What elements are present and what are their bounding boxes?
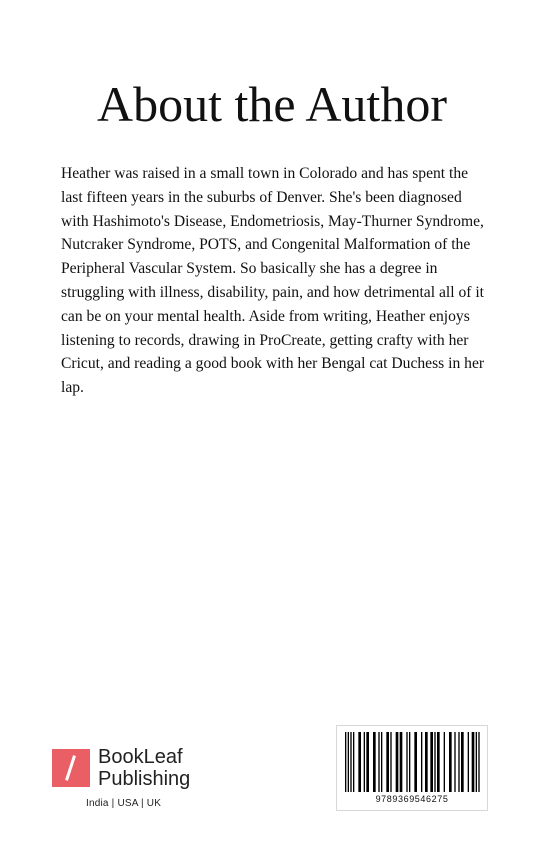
barcode-bar [348,732,349,792]
barcode-bar [421,732,422,792]
publisher-name [98,746,190,790]
isbn-number: 9789369546275 [375,794,449,804]
isbn-barcode [336,725,488,811]
barcode-bar [437,732,440,792]
barcode-bar [476,732,477,792]
barcode-bar [366,732,369,792]
barcode-bar [458,732,459,792]
publisher-logo-row [52,746,232,790]
barcode-bar [449,732,452,792]
barcode-bar [454,732,455,792]
logo-slash-mark [65,755,76,781]
barcode-bar [400,732,403,792]
barcode-bar [425,732,428,792]
barcode-bar [444,732,445,792]
barcode-bar [350,732,351,792]
author-bio: Heather was raised in a small town in Colorado and has spent the last fifteen years in the suburbs of Denver. She's been diagnosed with Hashimoto's Disease, Endometriosis, May-Thurner Syndrome, Nutcraker Syndrome, POTS, and Congenital Malformation of the Peripheral Vascular System. So basically she has a degree in struggling with illness, disability, pain, and how detrimental all of it can be on your mental health. Aside from writing, Heather enjoys listening to records, drawing in ProCreate, getting crafty with her Cricut, and reading a good book with her Bengal cat Duchess in her lap. [61,165,485,397]
slash-icon [52,749,90,787]
barcode-bar [345,732,346,792]
barcode-bar [472,732,475,792]
barcode-bar [478,732,479,792]
barcode-bar [468,732,469,792]
barcode-bar [434,732,435,792]
barcode-bar [409,732,410,792]
barcode-bar [461,732,464,792]
publisher-regions: India | USA | UK [86,798,162,809]
barcode-bar [353,732,354,792]
publisher-name-line1: BookLeaf [98,746,183,768]
barcode-bar [414,732,417,792]
barcode-bars [343,732,483,792]
barcode-bar [390,732,391,792]
barcode-bar [378,732,379,792]
barcode-bar [381,732,382,792]
barcode-bar [386,732,389,792]
barcode-bar [364,732,365,792]
publisher-name-line2: Publishing [98,768,191,790]
barcode-bar [396,732,399,792]
publisher-logo [52,746,232,816]
barcode-bar [358,732,361,792]
barcode-bar [373,732,376,792]
barcode-bar [430,732,433,792]
barcode-bar [406,732,407,792]
page-title: About the Author [97,76,447,132]
